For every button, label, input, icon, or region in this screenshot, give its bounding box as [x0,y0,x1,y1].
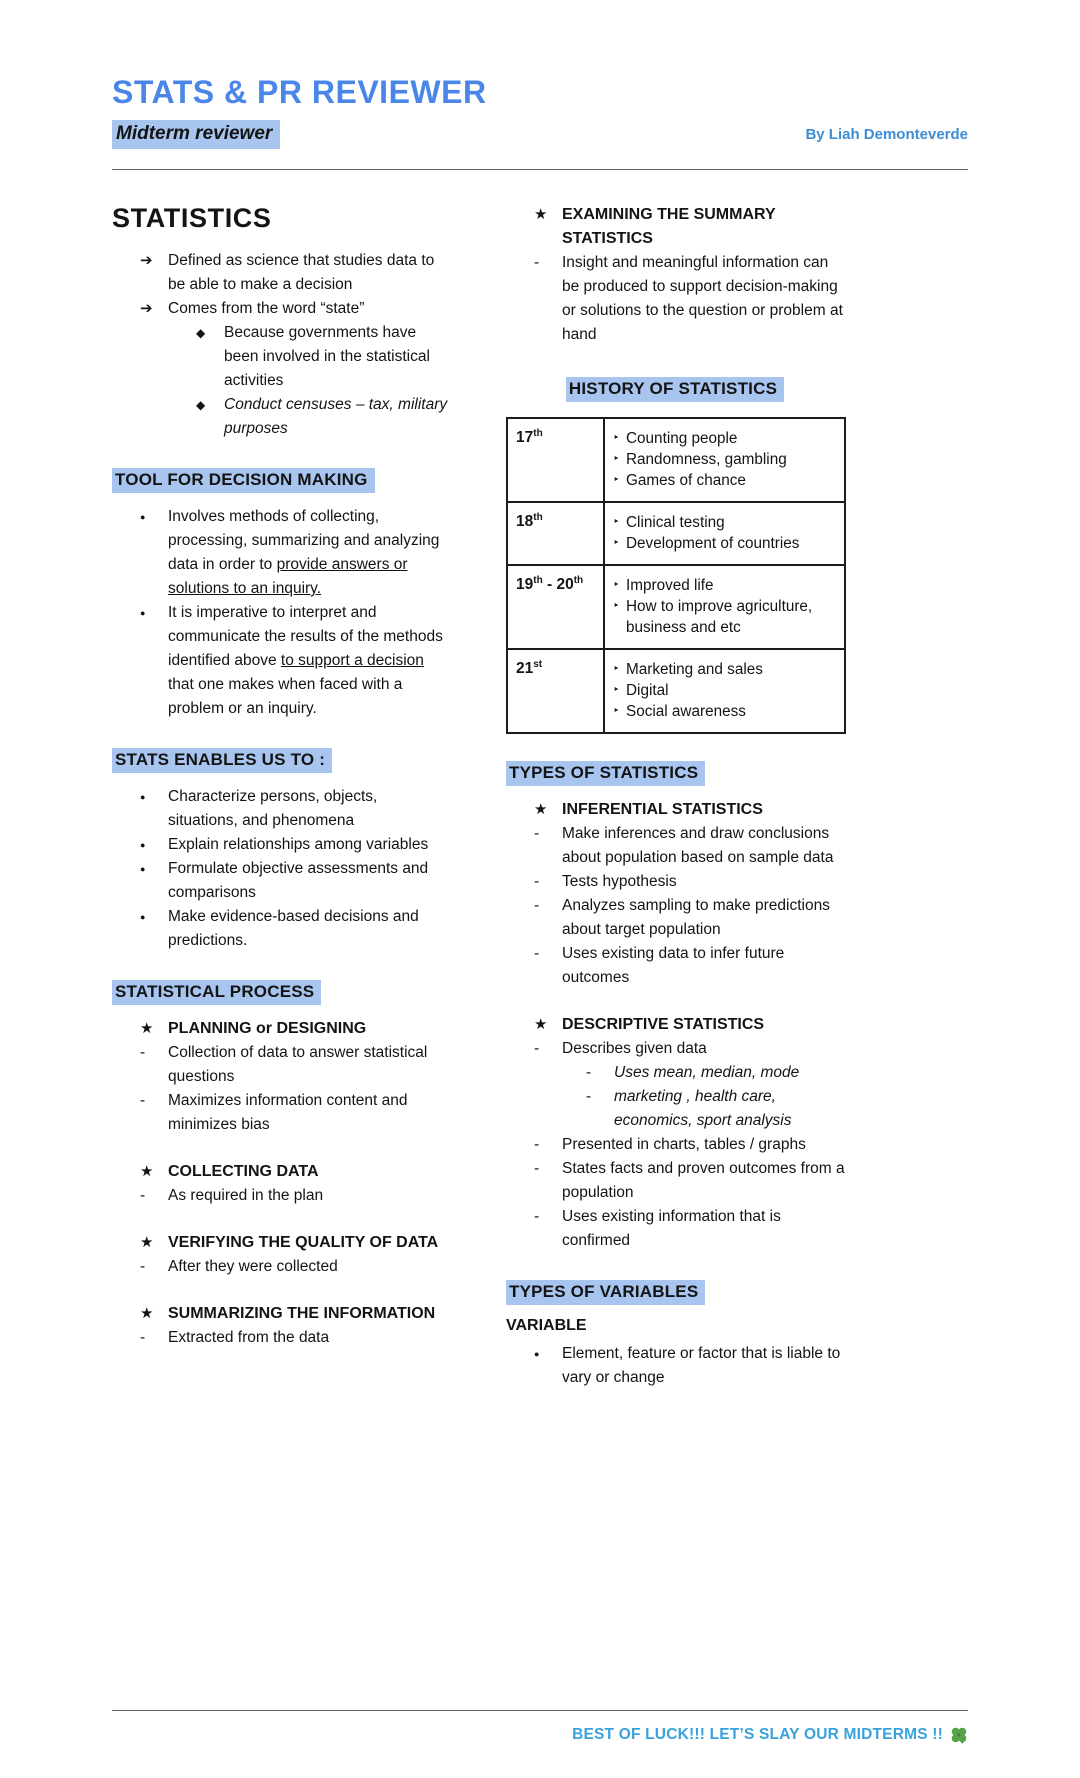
dash-bullet-icon: - [586,1088,592,1105]
triangle-bullet-icon: ‣ [613,453,620,465]
header-divider [112,169,968,170]
diamond-bullet-icon: ◆ [196,326,206,340]
table-row [507,502,845,565]
star-bullet-icon: ★ [534,1016,548,1033]
arrow-bullet-icon: ➔ [140,252,153,269]
table-item-text: Improved life [626,577,714,594]
footer-divider [112,1710,968,1711]
table-items-cell [604,418,845,502]
section-types-of-variables [506,1280,848,1305]
dot-bullet-icon: ● [140,840,146,850]
dash-bullet-icon: - [534,1160,540,1177]
table-item [613,596,836,638]
list-item [506,942,848,990]
process-step-title: COLLECTING DATA [168,1163,319,1180]
arrow-bullet-icon: ➔ [140,300,153,317]
list-item [112,1326,450,1350]
footer-text: BEST OF LUCK!!! LET’S SLAY OUR MIDTERMS !! [572,1726,943,1743]
table-item [613,680,836,701]
table-period-cell [507,565,604,649]
table-item-text: How to improve agriculture, business and etc [626,598,813,636]
examining-heading [506,203,848,251]
heading-statistics: STATISTICS [112,203,272,233]
list-item-text: Element, feature or factor that is liable to vary or change [562,1345,841,1386]
list-item-text: Make inferences and draw conclusions about population based on sample data [562,825,834,866]
dash-bullet-icon: - [534,1040,540,1057]
dash-bullet-icon: - [140,1044,146,1061]
list-item [112,905,450,953]
list-item [112,1255,450,1279]
list-item [112,505,450,601]
dash-bullet-icon: - [534,1208,540,1225]
period-suffix: th [533,575,543,586]
star-bullet-icon: ★ [140,1020,154,1037]
dash-bullet-icon: - [534,897,540,914]
list-item [506,870,848,894]
diamond-bullet-icon: ◆ [196,398,206,412]
page-footer [112,1710,968,1744]
dash-bullet-icon: - [140,1187,146,1204]
list-item [506,1085,848,1133]
list-item-text: After they were collected [168,1258,338,1275]
section-statistical-process [112,980,450,1005]
subtitle: Midterm reviewer [112,120,280,149]
star-bullet-icon: ★ [140,1163,154,1180]
dash-bullet-icon: - [586,1064,592,1081]
period-suffix: st [533,659,543,670]
dot-bullet-icon: ● [140,512,146,522]
text-underlined: to support a decision [280,652,424,669]
text-plain: Involves methods of collecting, processing, summarizing and analyzing data in order to [168,508,440,573]
section-types-of-statistics [506,761,848,786]
list-item-text [168,505,450,601]
list-item-text: Because governments have been involved in the statistical activities [224,324,430,389]
two-column-layout [112,203,968,1390]
triangle-bullet-icon: ‣ [613,579,620,591]
table-item-text: Digital [626,682,669,699]
list-item [112,601,450,721]
period-number: - 20 [542,576,574,594]
process-step [112,1160,450,1184]
table-item-text: Clinical testing [626,514,725,531]
table-item [613,512,836,533]
table-row [507,565,845,649]
dash-bullet-icon: - [140,1092,146,1109]
list-item-text: Extracted from the data [168,1329,330,1346]
list-item [112,297,450,321]
list-item [112,785,450,833]
list-item-text: Make evidence-based decisions and predictions. [168,908,419,949]
table-row [507,418,845,502]
list-item-text: Insight and meaningful information can be produced to support decision-making or solutions to the question or problem at hand [562,254,843,343]
table-item-text: Randomness, gambling [626,451,787,468]
list-item-text: Maximizes information content and minimizes bias [168,1092,408,1133]
left-column [112,203,450,1390]
list-item [506,1205,848,1253]
section-heading: TYPES OF VARIABLES [506,1280,705,1305]
table-items-cell [604,502,845,565]
section-heading: TYPES OF STATISTICS [506,761,705,786]
document-content [112,74,968,1390]
triangle-bullet-icon: ‣ [613,537,620,549]
list-item-text: Explain relationships among variables [168,836,429,853]
list-item-text: Uses mean, median, mode [614,1064,800,1081]
clover-icon [950,1726,968,1744]
list-item [112,249,450,297]
list-item-text: Conduct censuses – tax, military purposes [224,396,448,437]
star-bullet-icon: ★ [140,1234,154,1251]
period-number: 19 [516,576,534,594]
section-stats-enables-us-to [112,748,450,773]
list-item [506,1133,848,1157]
triangle-bullet-icon: ‣ [613,600,620,612]
dash-bullet-icon: - [534,825,540,842]
period-number: 18 [516,513,534,531]
table-row [507,649,845,733]
triangle-bullet-icon: ‣ [613,516,620,528]
list-item-text: Presented in charts, tables / graphs [562,1136,806,1153]
table-item [613,701,836,722]
dash-bullet-icon: - [534,945,540,962]
list-item-text: Formulate objective assessments and comparisons [168,860,429,901]
triangle-bullet-icon: ‣ [613,663,620,675]
triangle-bullet-icon: ‣ [613,684,620,696]
table-items-cell [604,649,845,733]
dot-bullet-icon: ● [534,1349,540,1359]
table-items-cell [604,565,845,649]
list-item-text: Tests hypothesis [562,873,677,890]
table-period-cell [507,502,604,565]
period-suffix: th [573,575,584,586]
list-item-text: Describes given data [562,1040,707,1057]
section-history-of-statistics [506,377,844,402]
table-item [613,533,836,554]
history-table [506,417,846,734]
list-item-text: marketing , health care, economics, sport analysis [614,1088,792,1129]
process-step [112,1017,450,1041]
list-item [506,1157,848,1205]
table-period-cell [507,418,604,502]
table-item-text: Marketing and sales [626,661,763,678]
table-item-text: Games of chance [626,472,746,489]
subsection-descriptive [506,1013,848,1037]
star-bullet-icon: ★ [534,206,548,223]
list-item-text: States facts and proven outcomes from a population [562,1160,845,1201]
list-item [506,1037,848,1061]
process-step [112,1231,450,1255]
dot-bullet-icon: ● [140,792,146,802]
list-item [506,1061,848,1085]
triangle-bullet-icon: ‣ [613,474,620,486]
text-plain: It is imperative to interpret and communicate the results of the methods identified above [168,604,443,669]
star-bullet-icon: ★ [534,801,548,818]
section-heading: STATS ENABLES US TO : [112,748,332,773]
subsection-title: DESCRIPTIVE STATISTICS [562,1016,765,1033]
list-item [112,857,450,905]
list-item-text: Characterize persons, objects, situations, and phenomena [168,788,378,829]
table-item-text: Development of countries [626,535,800,552]
subsection-title: INFERENTIAL STATISTICS [562,801,763,818]
list-item-text: Uses existing information that is confirmed [562,1208,781,1249]
table-item-text: Social awareness [626,703,746,720]
table-item [613,470,836,491]
section-heading: STATISTICAL PROCESS [112,980,321,1005]
dash-bullet-icon: - [140,1258,146,1275]
dot-bullet-icon: ● [140,912,146,922]
process-step-title: VERIFYING THE QUALITY OF DATA [168,1234,439,1251]
subtitle-row [112,120,968,149]
dot-bullet-icon: ● [140,864,146,874]
period-number: 21 [516,660,534,678]
dot-bullet-icon: ● [140,608,146,618]
variable-subheading: VARIABLE [506,1317,587,1334]
footer-message-row [112,1726,968,1744]
list-item [506,894,848,942]
process-step [112,1302,450,1326]
triangle-bullet-icon: ‣ [613,705,620,717]
table-item [613,659,836,680]
period-suffix: th [533,512,543,523]
section-heading: HISTORY OF STATISTICS [566,377,784,402]
list-item [112,393,450,441]
list-item [506,251,848,347]
table-item [613,575,836,596]
table-item-text: Counting people [626,430,738,447]
list-item-text: Comes from the word “state” [168,300,365,317]
list-item [506,822,848,870]
list-item [506,1342,848,1390]
byline: By Liah Demonteverde [805,126,968,143]
star-bullet-icon: ★ [140,1305,154,1322]
period-suffix: th [533,428,543,439]
list-item-text: Defined as science that studies data to be able to make a decision [168,252,435,293]
examining-title: EXAMINING THE SUMMARY STATISTICS [562,206,776,247]
table-item [613,428,836,449]
list-item-text: Collection of data to answer statistical questions [168,1044,428,1085]
list-item [112,1184,450,1208]
list-item [112,321,450,393]
list-item-text [168,601,450,721]
page-title: STATS & PR REVIEWER [112,74,487,110]
list-item [112,1041,450,1089]
subsection-inferential [506,798,848,822]
list-item-text: Uses existing data to infer future outcomes [562,945,785,986]
section-tool-for-decision-making [112,468,450,493]
triangle-bullet-icon: ‣ [613,432,620,444]
list-item [112,1089,450,1137]
section-heading: TOOL FOR DECISION MAKING [112,468,375,493]
period-number: 17 [516,429,534,447]
dash-bullet-icon: - [534,1136,540,1153]
text-plain: that one makes when faced with a problem or an inquiry. [168,676,403,717]
right-column [506,203,848,1390]
list-item [112,833,450,857]
dash-bullet-icon: - [534,254,540,271]
dash-bullet-icon: - [534,873,540,890]
process-step-title: PLANNING or DESIGNING [168,1020,367,1037]
dash-bullet-icon: - [140,1329,146,1346]
list-item-text: Analyzes sampling to make predictions about target population [562,897,830,938]
text-underlined: provide answers or solutions to an inquiry. [168,556,408,597]
list-item-text: As required in the plan [168,1187,324,1204]
process-step-title: SUMMARIZING THE INFORMATION [168,1305,436,1322]
table-item [613,449,836,470]
table-period-cell [507,649,604,733]
